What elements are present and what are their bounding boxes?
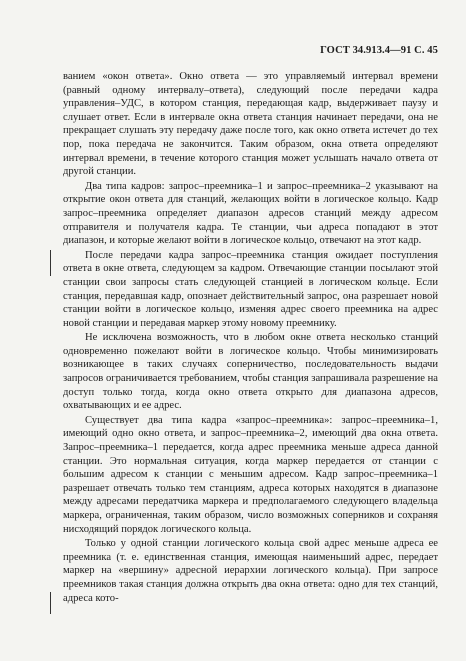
paragraph-4: Не исключена возможность, что в любом окне ответа несколько станций одновременно пожелают войти в логическое кольцо. Чтобы минимизировать возникающее в таких случаях соперничество, последовательность выдачи запросов ограничивается требованием, чтобы станция запрашивала разрешение на доступ только тогда, когда окно ответа открыто для диапазона адресов, охватывающих и ее адрес. [63, 332, 438, 412]
paragraph-3: После передачи кадра запрос–преемника станция ожидает поступления ответа в окне ответа, следующем за кадром. Отвечающие станции посылают этой станции свои запросы стать следующей станцией в логическом кольце. Если станция, передавшая кадр, опознает действительный запрос, она разрешает новой станции войти в логическое кольцо, изменяя адрес своего преемника на адрес новой станции и передавая маркер этому новому преемнику. [63, 249, 438, 329]
margin-mark-1 [50, 250, 51, 276]
paragraph-1: ванием «окон ответа». Окно ответа — это управляемый интервал времени (равный одному интервалу–ответа), следующий после передачи кадра управления–УДС, в котором станция, передающая кадр, выдерживает паузу и слушает ответ. Если в интервале окна ответа станция начинает передачи, она не прекращает слушать эту передачу даже после того, как окно ответа истечет до тех пор, пока передача не закончится. Таким образом, окна ответа определяют интервал времени, в течение которого станция может услышать начало ответа от другой станции. [63, 71, 438, 178]
body-text [63, 70, 438, 605]
paragraph-5: Существует два типа кадра «запрос–преемника»: запрос–преемника–1, имеющий одно окно ответа, и запрос–преемника–2, имеющий два окна ответа. Запрос–преемника–1 передается, когда адрес преемника меньше адреса данной станции. Это нормальная ситуация, когда маркер передается от станции с большим адресом к станции с меньшим адресом. Кадр запрос–преемника–1 разрешает отвечать только тем станциям, адреса которых находятся в диапазоне между адресами передатчика маркера и предполагаемого следующего владельца маркера, ограниченная, таким образом, число возможных соперников и сохраняя нисходящий порядок логического кольца. [63, 414, 438, 535]
margin-mark-2 [50, 592, 51, 614]
paragraph-6: Только у одной станции логического кольца свой адрес меньше адреса ее преемника (т. е. единственная станция, имеющая наименьший адрес, передает маркер на «вершину» адресной иерархии логического кольца). При запросе преемников такая станция должна открыть два окна ответа: одно для тех станций, адреса кото- [63, 538, 438, 604]
paragraph-2: Два типа кадров: запрос–преемника–1 и запрос–преемника–2 указывают на открытие окон ответа для станций, желающих войти в логическое кольцо. Кадр запрос–преемника определяет диапазон адресов станций между адресом отправителя и получателя кадра. Те станции, чьи адреса попадают в этот диапазон, и которые желают войти в логическое кольцо, отвечают на этот кадр. [63, 180, 438, 247]
page-header: ГОСТ 34.913.4—91 С. 45 [320, 45, 438, 56]
